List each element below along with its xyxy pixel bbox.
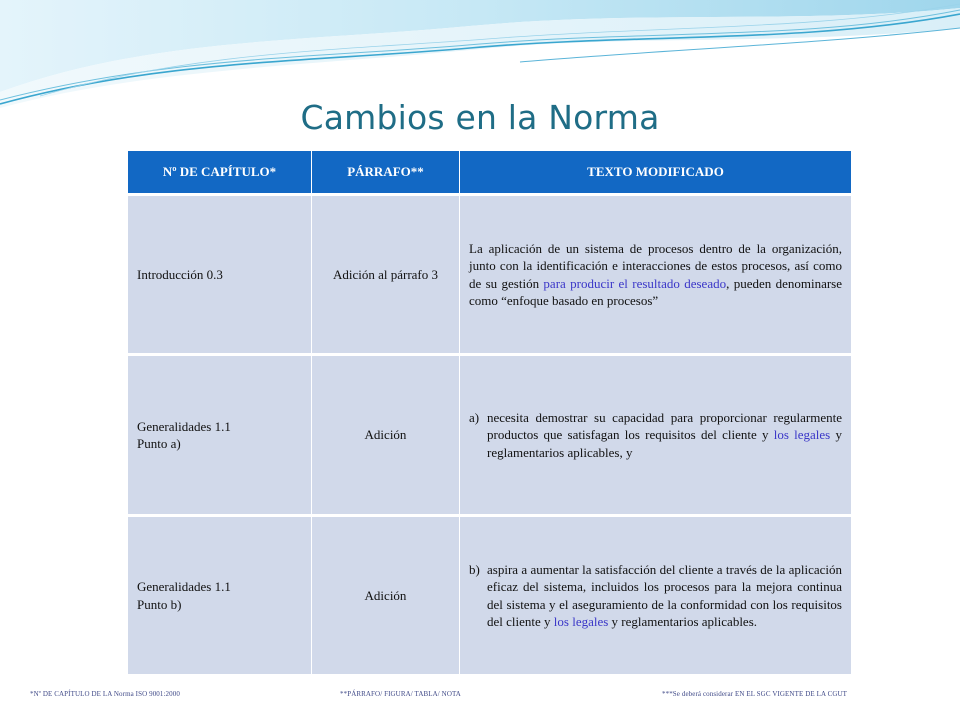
footer-note-chapter: *Nº DE CAPÍTULO DE LA Norma ISO 9001:2000 xyxy=(30,690,180,698)
table-header-row xyxy=(128,151,852,195)
chapter-line: Generalidades 1.1 xyxy=(137,418,231,434)
footer-note-sgc: ***Se deberá considerar EN EL SGC VIGENTE DE LA CGUT xyxy=(662,690,848,698)
modified-text-cell xyxy=(460,516,852,675)
text-part: y reglamentarios aplicables. xyxy=(608,614,758,629)
text-part: , pueden denominarse como “enfoque basado en procesos” xyxy=(469,275,843,308)
highlighted-text: los legales xyxy=(553,614,609,629)
header-modified-text: TEXTO MODIFICADO xyxy=(460,151,852,195)
header-chapter: Nº DE CAPÍTULO* xyxy=(128,151,312,195)
list-item xyxy=(469,409,842,462)
chapter-cell xyxy=(128,516,312,675)
item-text xyxy=(487,409,842,462)
item-marker: a) xyxy=(469,409,480,425)
paragraph-cell: Adición al párrafo 3 xyxy=(312,195,460,355)
text-part: necesita demostrar su capacidad para proporcionar regularmente productos que satisfagan los requisitos del cliente y xyxy=(487,409,842,443)
item-marker: b) xyxy=(469,561,480,577)
header-paragraph: PÁRRAFO** xyxy=(312,151,460,195)
table-row xyxy=(128,516,852,675)
table-row xyxy=(128,355,852,516)
chapter-cell xyxy=(128,355,312,516)
text-part: y reglamentarios aplicables, y xyxy=(487,427,842,460)
paragraph-cell: Adición xyxy=(312,516,460,675)
chapter-line: Generalidades 1.1 xyxy=(137,579,231,594)
text-part: La aplicación de un sistema de procesos dentro de la organización, junto con la identificación e interacciones de estos procesos, así como de su gestión xyxy=(469,240,842,291)
paragraph-cell: Adición xyxy=(312,355,460,516)
modified-text-cell xyxy=(460,195,852,355)
chapter-line: Punto b) xyxy=(137,596,182,612)
chapter-cell: Introducción 0.3 xyxy=(128,195,312,355)
list-item xyxy=(469,561,842,631)
text-part: aspira a aumentar la satisfacción del cliente a través de la aplicación eficaz del sistema, incluidos los procesos para la mejora continua del sistema y el aseguramiento de la conformidad con los requisitos del cliente y xyxy=(487,561,842,629)
chapter-line: Punto a) xyxy=(137,436,181,451)
slide-title: Cambios en la Norma xyxy=(300,98,660,137)
changes-table xyxy=(127,151,852,674)
modified-text-cell xyxy=(460,355,852,516)
footer-note-paragraph: **PÁRRAFO/ FIGURA/ TABLA/ NOTA xyxy=(340,690,461,698)
item-text xyxy=(487,561,842,631)
highlighted-text: los legales xyxy=(773,427,831,443)
table-row xyxy=(128,195,852,355)
highlighted-text: para producir el resultado deseado xyxy=(543,275,727,291)
